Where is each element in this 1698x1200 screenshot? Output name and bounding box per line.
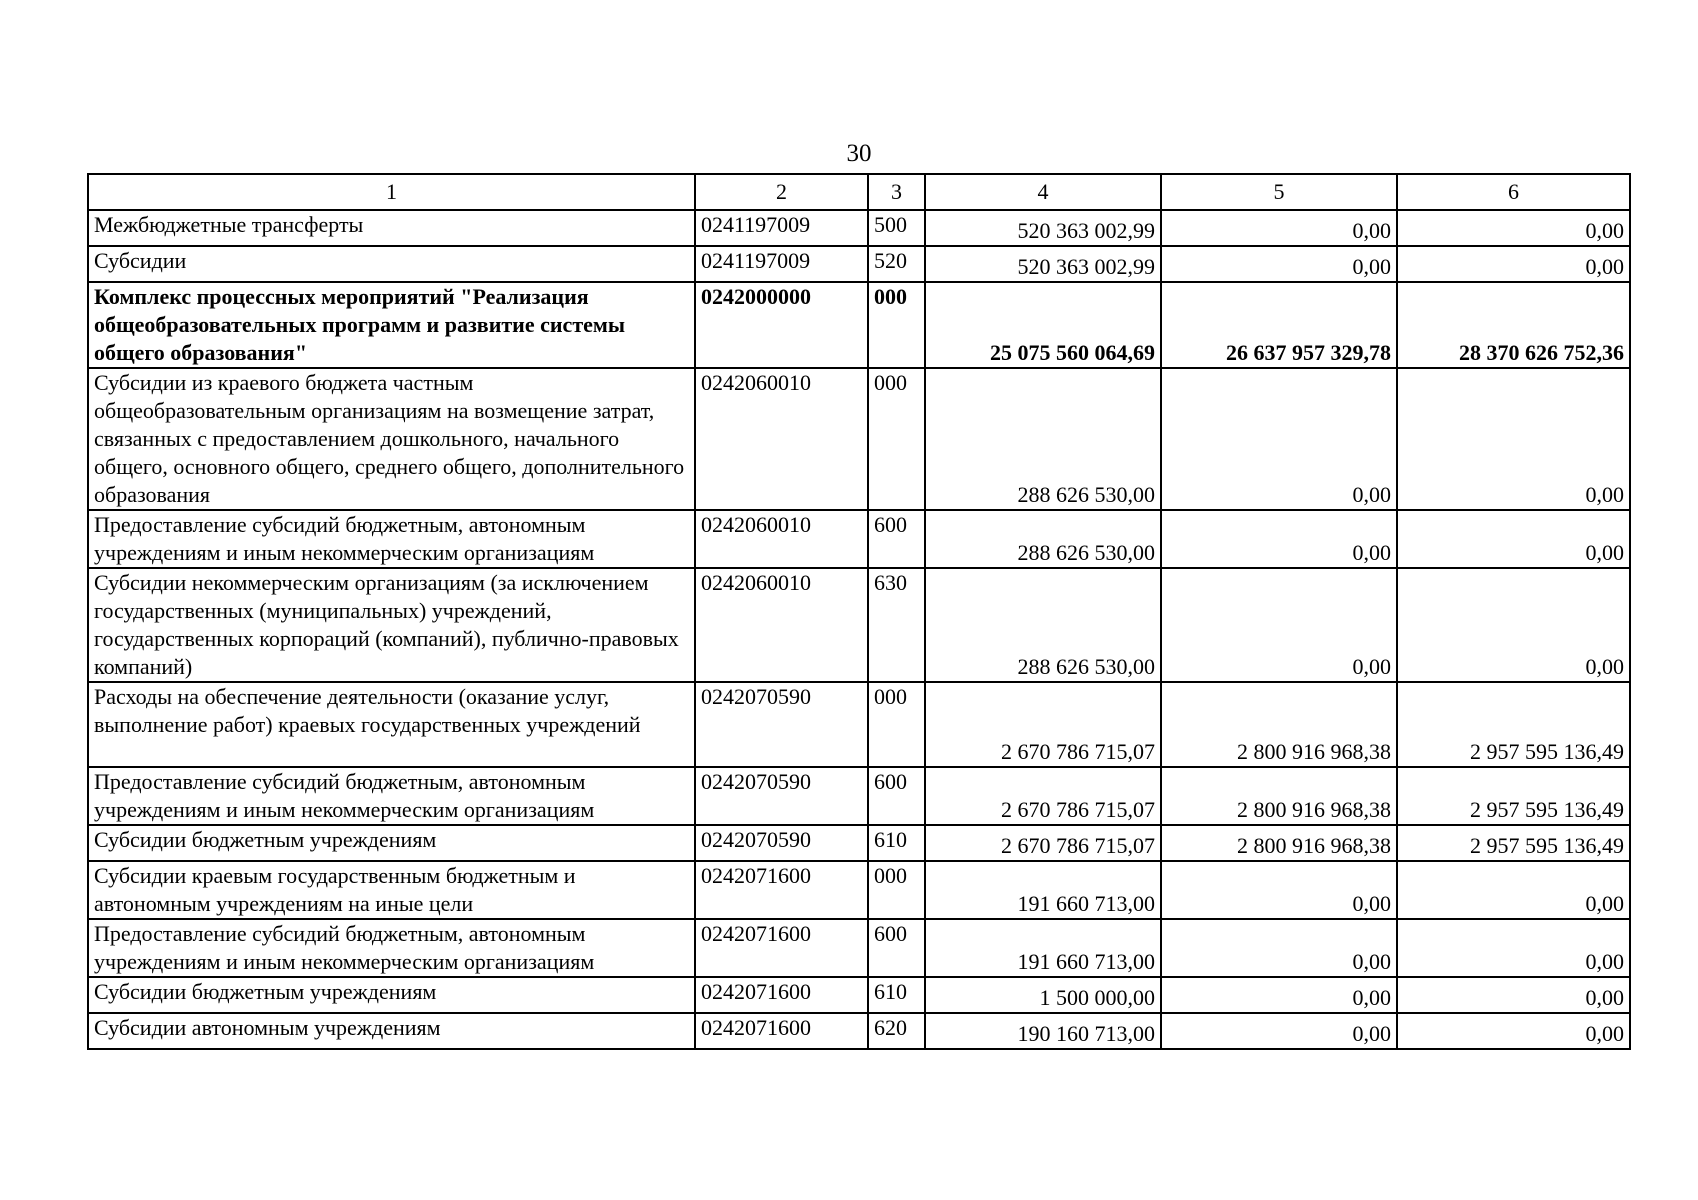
- row-value-4: 520 363 002,99: [925, 210, 1161, 246]
- row-name: Субсидии некоммерческим организациям (за исключением государственных (муниципальных) учреждений, государственных корпораций (компаний), публично-правовых компаний): [88, 568, 695, 682]
- row-value-5: 0,00: [1161, 210, 1397, 246]
- row-value-4: 191 660 713,00: [925, 919, 1161, 977]
- row-type: 000: [868, 282, 925, 368]
- row-value-5: 26 637 957 329,78: [1161, 282, 1397, 368]
- table-row: [88, 210, 1630, 246]
- row-type: 520: [868, 246, 925, 282]
- table-row: [88, 767, 1630, 825]
- row-value-4: 288 626 530,00: [925, 510, 1161, 568]
- row-value-6: 0,00: [1397, 861, 1630, 919]
- table-row: [88, 977, 1630, 1013]
- row-type: 000: [868, 682, 925, 767]
- row-name: Субсидии бюджетным учреждениям: [88, 825, 695, 861]
- row-name: Субсидии из краевого бюджета частным общеобразовательным организациям на возмещение затрат, связанных с предоставлением дошкольного, начального общего, основного общего, среднего общего, дополнительного образования: [88, 368, 695, 510]
- row-value-5: 0,00: [1161, 919, 1397, 977]
- row-code: 0242000000: [695, 282, 868, 368]
- table-row: [88, 368, 1630, 510]
- row-value-6: 0,00: [1397, 977, 1630, 1013]
- budget-table: [87, 173, 1631, 1050]
- row-code: 0242070590: [695, 767, 868, 825]
- row-name: Субсидии бюджетным учреждениям: [88, 977, 695, 1013]
- row-type: 600: [868, 510, 925, 568]
- row-value-6: 2 957 595 136,49: [1397, 767, 1630, 825]
- row-type: 600: [868, 919, 925, 977]
- row-code: 0241197009: [695, 210, 868, 246]
- row-value-5: 0,00: [1161, 246, 1397, 282]
- row-type: 630: [868, 568, 925, 682]
- row-value-6: 0,00: [1397, 210, 1630, 246]
- table-row: [88, 510, 1630, 568]
- row-code: 0242060010: [695, 368, 868, 510]
- row-value-6: 0,00: [1397, 568, 1630, 682]
- header-row: [88, 174, 1630, 210]
- row-name: Предоставление субсидий бюджетным, автономным учреждениям и иным некоммерческим организациям: [88, 510, 695, 568]
- row-value-6: 0,00: [1397, 246, 1630, 282]
- table-row: [88, 861, 1630, 919]
- row-name: Межбюджетные трансферты: [88, 210, 695, 246]
- row-value-6: 2 957 595 136,49: [1397, 825, 1630, 861]
- row-type: 000: [868, 861, 925, 919]
- table-row: [88, 682, 1630, 767]
- row-value-6: 0,00: [1397, 368, 1630, 510]
- row-code: 0242060010: [695, 510, 868, 568]
- row-code: 0242071600: [695, 977, 868, 1013]
- row-value-5: 0,00: [1161, 568, 1397, 682]
- row-name: Субсидии: [88, 246, 695, 282]
- row-code: 0242071600: [695, 861, 868, 919]
- row-value-5: 2 800 916 968,38: [1161, 682, 1397, 767]
- row-value-6: 0,00: [1397, 510, 1630, 568]
- row-name: Предоставление субсидий бюджетным, автономным учреждениям и иным некоммерческим организациям: [88, 767, 695, 825]
- row-value-4: 190 160 713,00: [925, 1013, 1161, 1049]
- row-value-6: 0,00: [1397, 1013, 1630, 1049]
- column-header-1: 1: [88, 174, 695, 210]
- table-row: [88, 282, 1630, 368]
- row-code: 0242070590: [695, 825, 868, 861]
- row-code: 0242071600: [695, 1013, 868, 1049]
- row-value-6: 28 370 626 752,36: [1397, 282, 1630, 368]
- table-row: [88, 825, 1630, 861]
- row-value-5: 2 800 916 968,38: [1161, 767, 1397, 825]
- row-type: 500: [868, 210, 925, 246]
- row-value-5: 0,00: [1161, 977, 1397, 1013]
- column-header-5: 5: [1161, 174, 1397, 210]
- row-type: 600: [868, 767, 925, 825]
- row-name: Комплекс процессных мероприятий "Реализация общеобразовательных программ и развитие системы общего образования": [88, 282, 695, 368]
- row-code: 0242070590: [695, 682, 868, 767]
- row-value-5: 0,00: [1161, 861, 1397, 919]
- row-name: Расходы на обеспечение деятельности (оказание услуг, выполнение работ) краевых государственных учреждений: [88, 682, 695, 767]
- row-value-4: 25 075 560 064,69: [925, 282, 1161, 368]
- row-value-5: 0,00: [1161, 510, 1397, 568]
- table-row: [88, 246, 1630, 282]
- row-value-4: 1 500 000,00: [925, 977, 1161, 1013]
- table-row: [88, 1013, 1630, 1049]
- column-header-6: 6: [1397, 174, 1630, 210]
- row-value-6: 0,00: [1397, 919, 1630, 977]
- row-type: 620: [868, 1013, 925, 1049]
- row-value-4: 288 626 530,00: [925, 368, 1161, 510]
- row-code: 0242071600: [695, 919, 868, 977]
- row-value-6: 2 957 595 136,49: [1397, 682, 1630, 767]
- row-value-4: 2 670 786 715,07: [925, 825, 1161, 861]
- column-header-2: 2: [695, 174, 868, 210]
- column-header-4: 4: [925, 174, 1161, 210]
- row-value-4: 2 670 786 715,07: [925, 767, 1161, 825]
- row-code: 0241197009: [695, 246, 868, 282]
- row-value-4: 2 670 786 715,07: [925, 682, 1161, 767]
- row-value-5: 0,00: [1161, 368, 1397, 510]
- row-value-5: 2 800 916 968,38: [1161, 825, 1397, 861]
- row-value-5: 0,00: [1161, 1013, 1397, 1049]
- table-row: [88, 919, 1630, 977]
- row-name: Предоставление субсидий бюджетным, автономным учреждениям и иным некоммерческим организациям: [88, 919, 695, 977]
- row-value-4: 288 626 530,00: [925, 568, 1161, 682]
- row-name: Субсидии краевым государственным бюджетным и автономным учреждениям на иные цели: [88, 861, 695, 919]
- row-name: Субсидии автономным учреждениям: [88, 1013, 695, 1049]
- row-type: 610: [868, 977, 925, 1013]
- row-value-4: 520 363 002,99: [925, 246, 1161, 282]
- page-number: 30: [846, 140, 872, 167]
- row-code: 0242060010: [695, 568, 868, 682]
- row-type: 610: [868, 825, 925, 861]
- column-header-3: 3: [868, 174, 925, 210]
- table-row: [88, 568, 1630, 682]
- row-value-4: 191 660 713,00: [925, 861, 1161, 919]
- row-type: 000: [868, 368, 925, 510]
